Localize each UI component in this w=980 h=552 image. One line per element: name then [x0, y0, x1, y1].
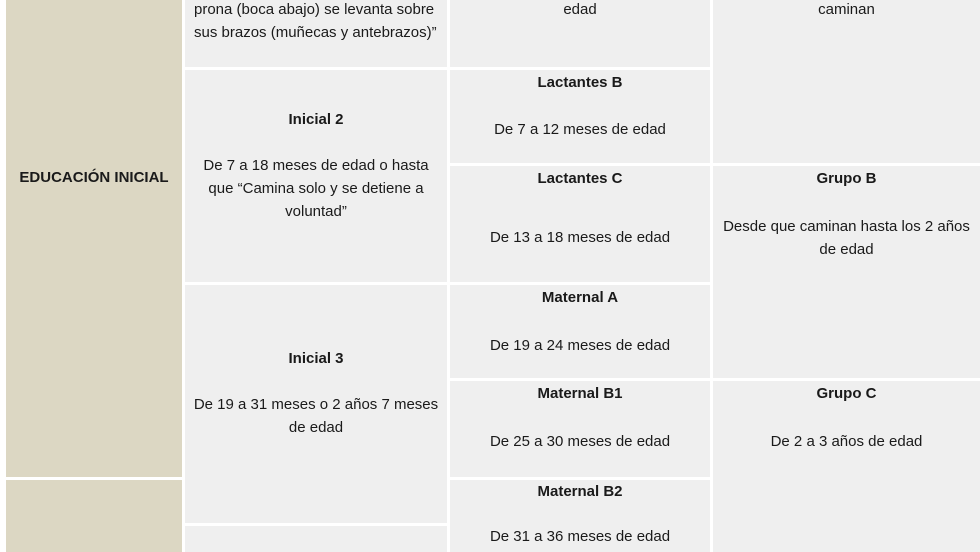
inicial-2-description: De 7 a 18 meses de edad o hasta que “Camina solo y se detiene a voluntad”	[203, 157, 429, 220]
inicial-3-description: De 19 a 31 meses o 2 años 7 meses de edad	[193, 396, 439, 436]
section-cell-top-fragment	[450, 0, 710, 67]
level-label: EDUCACIÓN INICIAL	[19, 169, 169, 186]
maternal-b1-title: Maternal B1	[537, 385, 623, 402]
grupo-b-title: Grupo B	[816, 170, 877, 187]
stage-top-line-2: sus brazos (muñecas y antebrazos)”	[194, 24, 437, 41]
maternal-a-title: Maternal A	[541, 289, 619, 306]
grupo-c-description: De 2 a 3 años de edad	[770, 433, 923, 450]
group-top-text: caminan	[818, 1, 875, 18]
section-cell-maternal-b1	[450, 381, 710, 477]
lactantes-b-title: Lactantes B	[537, 74, 623, 91]
section-cell-lactantes-c	[450, 166, 710, 282]
stage-cell-top-fragment	[185, 0, 447, 67]
section-cell-lactantes-b	[450, 70, 710, 163]
inicial-3-title: Inicial 3	[288, 350, 344, 367]
lactantes-b-age: De 7 a 12 meses de edad	[494, 121, 666, 138]
section-cell-maternal-a	[450, 285, 710, 378]
inicial-2-title: Inicial 2	[288, 111, 344, 128]
maternal-b2-age: De 31 a 36 meses de edad	[489, 528, 671, 545]
group-cell-top-fragment	[713, 0, 980, 163]
maternal-a-age: De 19 a 24 meses de edad	[489, 337, 671, 354]
lactantes-c-age: De 13 a 18 meses de edad	[489, 229, 671, 246]
maternal-b2-title: Maternal B2	[537, 483, 623, 500]
section-top-text: edad	[563, 1, 597, 18]
group-cell-grupo-b	[713, 166, 980, 378]
stage-cell-next	[185, 526, 447, 552]
group-cell-grupo-c	[713, 381, 980, 552]
grupo-c-title: Grupo C	[816, 385, 877, 402]
grupo-b-description: Desde que caminan hasta los 2 años de edad	[723, 218, 970, 258]
maternal-b1-age: De 25 a 30 meses de edad	[489, 433, 671, 450]
stage-cell-inicial-2	[185, 70, 447, 282]
lactantes-c-title: Lactantes C	[537, 170, 623, 187]
stage-top-line-1: prona (boca abajo) se levanta sobre	[194, 1, 435, 18]
stage-cell-inicial-3	[185, 285, 447, 523]
level-cell-educacion-inicial	[6, 0, 182, 477]
section-cell-maternal-b2	[450, 480, 710, 552]
level-cell-next	[6, 480, 182, 552]
